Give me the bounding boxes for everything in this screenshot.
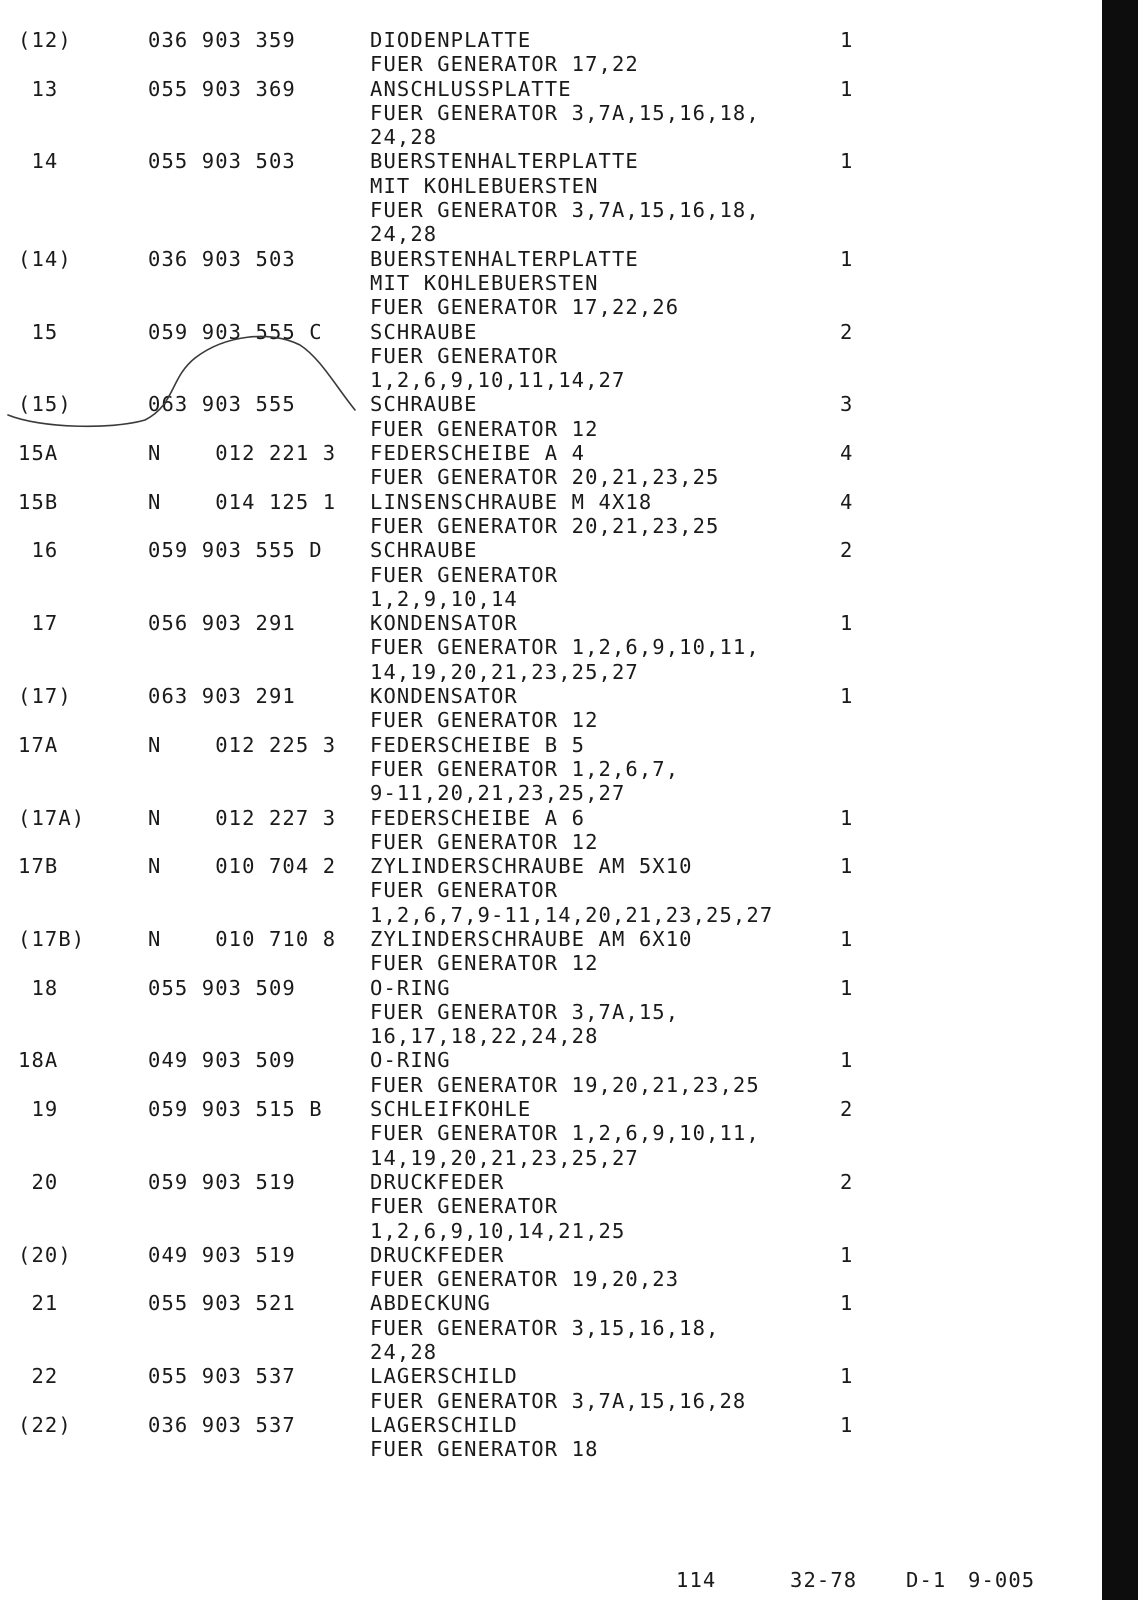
- parts-entry: [0, 1048, 1080, 1097]
- entry-continuation-line: [0, 878, 1080, 902]
- entry-main-line: [0, 1413, 1080, 1437]
- entry-continuation-line: [0, 708, 1080, 732]
- part-number: 063 903 555: [148, 392, 296, 417]
- part-description: ZYLINDERSCHRAUBE AM 5X10: [370, 854, 693, 879]
- quantity: 2: [840, 319, 854, 344]
- generator-fitment: FUER GENERATOR 12: [370, 708, 599, 733]
- entry-continuation-line: [0, 1121, 1080, 1145]
- part-number: 059 903 515 B: [148, 1097, 323, 1122]
- part-number: N 010 704 2: [148, 854, 337, 879]
- position-number: (17B): [18, 926, 86, 951]
- entry-main-line: [0, 392, 1080, 416]
- parts-entry: [0, 733, 1080, 806]
- quantity: 1: [840, 1291, 854, 1316]
- generator-fitment: FUER GENERATOR: [370, 1194, 559, 1219]
- quantity: 1: [840, 149, 854, 174]
- entry-continuation-line: [0, 1146, 1080, 1170]
- footer-date-code: 32-78: [790, 1568, 858, 1592]
- part-number: 036 903 359: [148, 28, 296, 52]
- entry-main-line: [0, 1291, 1080, 1315]
- entry-main-line: [0, 976, 1080, 1000]
- part-description: O-RING: [370, 1048, 451, 1073]
- entry-main-line: [0, 441, 1080, 465]
- part-description: ZYLINDERSCHRAUBE AM 6X10: [370, 926, 693, 951]
- position-number: (22): [18, 1412, 72, 1437]
- quantity: 4: [840, 441, 854, 466]
- position-number: 18A: [18, 1048, 59, 1073]
- position-number: 19: [18, 1097, 59, 1122]
- entry-continuation-line: [0, 830, 1080, 854]
- generator-fitment: FUER GENERATOR 20,21,23,25: [370, 465, 720, 490]
- entry-continuation-line: [0, 368, 1080, 392]
- position-number: 18: [18, 975, 59, 1000]
- generator-fitment: MIT KOHLEBUERSTEN: [370, 173, 599, 198]
- position-number: (17): [18, 684, 72, 709]
- quantity: 1: [840, 805, 854, 830]
- entry-continuation-line: [0, 1000, 1080, 1024]
- entry-continuation-line: [0, 222, 1080, 246]
- entry-continuation-line: [0, 101, 1080, 125]
- generator-fitment: FUER GENERATOR 20,21,23,25: [370, 513, 720, 538]
- parts-entry: [0, 1170, 1080, 1243]
- quantity: 1: [840, 684, 854, 709]
- entry-continuation-line: [0, 757, 1080, 781]
- part-description: FEDERSCHEIBE B 5: [370, 732, 586, 757]
- part-number: 049 903 519: [148, 1242, 296, 1267]
- generator-fitment: FUER GENERATOR: [370, 562, 559, 587]
- entry-main-line: [0, 149, 1080, 173]
- entry-main-line: [0, 684, 1080, 708]
- entry-continuation-line: [0, 1219, 1080, 1243]
- quantity: 2: [840, 1097, 854, 1122]
- quantity: 1: [840, 975, 854, 1000]
- parts-entry: [0, 1364, 1080, 1413]
- part-number: 055 903 503: [148, 149, 296, 174]
- generator-fitment: FUER GENERATOR 1,2,6,9,10,11,: [370, 1121, 760, 1146]
- entry-continuation-line: [0, 587, 1080, 611]
- parts-entry: [0, 77, 1080, 150]
- position-number: 16: [18, 538, 59, 563]
- part-number: 059 903 555 C: [148, 319, 323, 344]
- entry-main-line: [0, 1243, 1080, 1267]
- parts-entry: [0, 28, 1080, 77]
- part-description: SCHRAUBE: [370, 392, 478, 417]
- quantity: 1: [840, 1364, 854, 1389]
- position-number: (17A): [18, 805, 86, 830]
- scan-edge-bar: [1102, 0, 1138, 1600]
- generator-fitment: FUER GENERATOR 3,15,16,18,: [370, 1315, 720, 1340]
- entry-main-line: [0, 77, 1080, 101]
- parts-entry: [0, 149, 1080, 246]
- part-description: DRUCKFEDER: [370, 1169, 505, 1194]
- position-number: 21: [18, 1291, 59, 1316]
- entry-main-line: [0, 806, 1080, 830]
- quantity: 1: [840, 1412, 854, 1437]
- entry-continuation-line: [0, 1194, 1080, 1218]
- part-description: SCHRAUBE: [370, 538, 478, 563]
- parts-entry: [0, 976, 1080, 1049]
- part-number: N 012 225 3: [148, 732, 337, 757]
- generator-fitment: 24,28: [370, 125, 438, 150]
- entry-main-line: [0, 1364, 1080, 1388]
- entry-continuation-line: [0, 563, 1080, 587]
- part-description: SCHLEIFKOHLE: [370, 1097, 532, 1122]
- part-number: N 012 221 3: [148, 441, 337, 466]
- position-number: 15A: [18, 441, 59, 466]
- generator-fitment: FUER GENERATOR 3,7A,15,16,18,: [370, 100, 760, 125]
- parts-entry: [0, 538, 1080, 611]
- parts-entry: [0, 684, 1080, 733]
- entry-continuation-line: [0, 295, 1080, 319]
- generator-fitment: FUER GENERATOR 12: [370, 951, 599, 976]
- generator-fitment: FUER GENERATOR 19,20,23: [370, 1267, 680, 1292]
- part-description: LINSENSCHRAUBE M 4X18: [370, 489, 653, 514]
- part-description: BUERSTENHALTERPLATTE: [370, 246, 639, 271]
- parts-entry: [0, 1413, 1080, 1462]
- quantity: 1: [840, 246, 854, 271]
- entry-continuation-line: [0, 660, 1080, 684]
- part-description: SCHRAUBE: [370, 319, 478, 344]
- part-description: O-RING: [370, 975, 451, 1000]
- quantity: 1: [840, 1242, 854, 1267]
- entry-continuation-line: [0, 344, 1080, 368]
- entry-continuation-line: [0, 781, 1080, 805]
- quantity: 4: [840, 489, 854, 514]
- generator-fitment: FUER GENERATOR 12: [370, 829, 599, 854]
- entry-continuation-line: [0, 198, 1080, 222]
- entry-continuation-line: [0, 514, 1080, 538]
- entry-continuation-line: [0, 417, 1080, 441]
- parts-entry: [0, 490, 1080, 539]
- part-number: N 012 227 3: [148, 805, 337, 830]
- parts-entry: [0, 441, 1080, 490]
- entry-main-line: [0, 28, 1080, 52]
- quantity: 1: [840, 28, 854, 52]
- generator-fitment: 24,28: [370, 1340, 438, 1365]
- part-description: KONDENSATOR: [370, 684, 518, 709]
- generator-fitment: MIT KOHLEBUERSTEN: [370, 270, 599, 295]
- quantity: 2: [840, 538, 854, 563]
- generator-fitment: FUER GENERATOR: [370, 878, 559, 903]
- part-description: BUERSTENHALTERPLATTE: [370, 149, 639, 174]
- entry-main-line: [0, 1170, 1080, 1194]
- entry-continuation-line: [0, 951, 1080, 975]
- position-number: 20: [18, 1169, 59, 1194]
- entry-continuation-line: [0, 1073, 1080, 1097]
- part-number: N 014 125 1: [148, 489, 337, 514]
- footer-reference-code: 9-005: [968, 1568, 1036, 1592]
- page-footer: [0, 1567, 1080, 1593]
- position-number: (15): [18, 392, 72, 417]
- parts-entry: [0, 806, 1080, 855]
- generator-fitment: 9-11,20,21,23,25,27: [370, 781, 626, 806]
- position-number: (14): [18, 246, 72, 271]
- position-number: 15: [18, 319, 59, 344]
- position-number: 14: [18, 149, 59, 174]
- entry-main-line: [0, 611, 1080, 635]
- generator-fitment: 1,2,6,9,10,11,14,27: [370, 368, 626, 393]
- generator-fitment: 16,17,18,22,24,28: [370, 1024, 599, 1049]
- entry-main-line: [0, 490, 1080, 514]
- footer-section-code: D-1: [906, 1568, 947, 1592]
- parts-list: [0, 28, 1080, 1462]
- entry-continuation-line: [0, 174, 1080, 198]
- parts-entry: [0, 392, 1080, 441]
- position-number: 17B: [18, 854, 59, 879]
- generator-fitment: FUER GENERATOR 3,7A,15,16,28: [370, 1388, 747, 1413]
- parts-entry: [0, 1291, 1080, 1364]
- entry-continuation-line: [0, 271, 1080, 295]
- part-number: 036 903 503: [148, 246, 296, 271]
- generator-fitment: FUER GENERATOR 1,2,6,7,: [370, 756, 680, 781]
- part-number: 055 903 537: [148, 1364, 296, 1389]
- position-number: 13: [18, 76, 59, 101]
- entry-continuation-line: [0, 1024, 1080, 1048]
- entry-main-line: [0, 733, 1080, 757]
- part-number: N 010 710 8: [148, 926, 337, 951]
- quantity: 1: [840, 926, 854, 951]
- entry-continuation-line: [0, 903, 1080, 927]
- quantity: 1: [840, 1048, 854, 1073]
- entry-main-line: [0, 538, 1080, 562]
- part-number: 055 903 369: [148, 76, 296, 101]
- position-number: (20): [18, 1242, 72, 1267]
- part-number: 055 903 521: [148, 1291, 296, 1316]
- parts-entry: [0, 927, 1080, 976]
- entry-main-line: [0, 854, 1080, 878]
- part-description: ANSCHLUSSPLATTE: [370, 76, 572, 101]
- footer-page-number: 114: [676, 1568, 717, 1592]
- part-number: 056 903 291: [148, 611, 296, 636]
- entry-continuation-line: [0, 1389, 1080, 1413]
- part-number: 059 903 555 D: [148, 538, 323, 563]
- generator-fitment: FUER GENERATOR 1,2,6,9,10,11,: [370, 635, 760, 660]
- entry-continuation-line: [0, 125, 1080, 149]
- generator-fitment: 14,19,20,21,23,25,27: [370, 1145, 639, 1170]
- entry-continuation-line: [0, 635, 1080, 659]
- entry-continuation-line: [0, 1316, 1080, 1340]
- position-number: (12): [18, 28, 72, 52]
- parts-entry: [0, 611, 1080, 684]
- part-description: KONDENSATOR: [370, 611, 518, 636]
- generator-fitment: FUER GENERATOR: [370, 343, 559, 368]
- quantity: 1: [840, 854, 854, 879]
- entry-continuation-line: [0, 465, 1080, 489]
- entry-main-line: [0, 247, 1080, 271]
- quantity: 2: [840, 1169, 854, 1194]
- generator-fitment: FUER GENERATOR 12: [370, 416, 599, 441]
- generator-fitment: 24,28: [370, 222, 438, 247]
- entry-main-line: [0, 927, 1080, 951]
- entry-continuation-line: [0, 1437, 1080, 1461]
- generator-fitment: FUER GENERATOR 18: [370, 1437, 599, 1462]
- entry-continuation-line: [0, 1267, 1080, 1291]
- parts-entry: [0, 854, 1080, 927]
- part-number: 055 903 509: [148, 975, 296, 1000]
- entry-main-line: [0, 1048, 1080, 1072]
- generator-fitment: 1,2,6,9,10,14,21,25: [370, 1218, 626, 1243]
- quantity: 1: [840, 76, 854, 101]
- part-description: LAGERSCHILD: [370, 1364, 518, 1389]
- part-number: 049 903 509: [148, 1048, 296, 1073]
- generator-fitment: FUER GENERATOR 3,7A,15,: [370, 999, 680, 1024]
- entry-main-line: [0, 320, 1080, 344]
- parts-entry: [0, 247, 1080, 320]
- position-number: 17: [18, 611, 59, 636]
- generator-fitment: 1,2,9,10,14: [370, 586, 518, 611]
- part-description: DIODENPLATTE: [370, 28, 532, 52]
- position-number: 22: [18, 1364, 59, 1389]
- entry-continuation-line: [0, 52, 1080, 76]
- part-description: DRUCKFEDER: [370, 1242, 505, 1267]
- generator-fitment: FUER GENERATOR 17,22,26: [370, 295, 680, 320]
- entry-continuation-line: [0, 1340, 1080, 1364]
- part-number: 059 903 519: [148, 1169, 296, 1194]
- generator-fitment: 14,19,20,21,23,25,27: [370, 659, 639, 684]
- part-description: LAGERSCHILD: [370, 1412, 518, 1437]
- position-number: 15B: [18, 489, 59, 514]
- generator-fitment: 1,2,6,7,9-11,14,20,21,23,25,27: [370, 902, 774, 927]
- parts-entry: [0, 1097, 1080, 1170]
- entry-main-line: [0, 1097, 1080, 1121]
- part-description: FEDERSCHEIBE A 6: [370, 805, 586, 830]
- part-description: ABDECKUNG: [370, 1291, 491, 1316]
- generator-fitment: FUER GENERATOR 3,7A,15,16,18,: [370, 198, 760, 223]
- quantity: 1: [840, 611, 854, 636]
- position-number: 17A: [18, 732, 59, 757]
- part-number: 036 903 537: [148, 1412, 296, 1437]
- part-number: 063 903 291: [148, 684, 296, 709]
- parts-entry: [0, 320, 1080, 393]
- quantity: 3: [840, 392, 854, 417]
- parts-entry: [0, 1243, 1080, 1292]
- generator-fitment: FUER GENERATOR 19,20,21,23,25: [370, 1072, 760, 1097]
- generator-fitment: FUER GENERATOR 17,22: [370, 52, 639, 77]
- part-description: FEDERSCHEIBE A 4: [370, 441, 586, 466]
